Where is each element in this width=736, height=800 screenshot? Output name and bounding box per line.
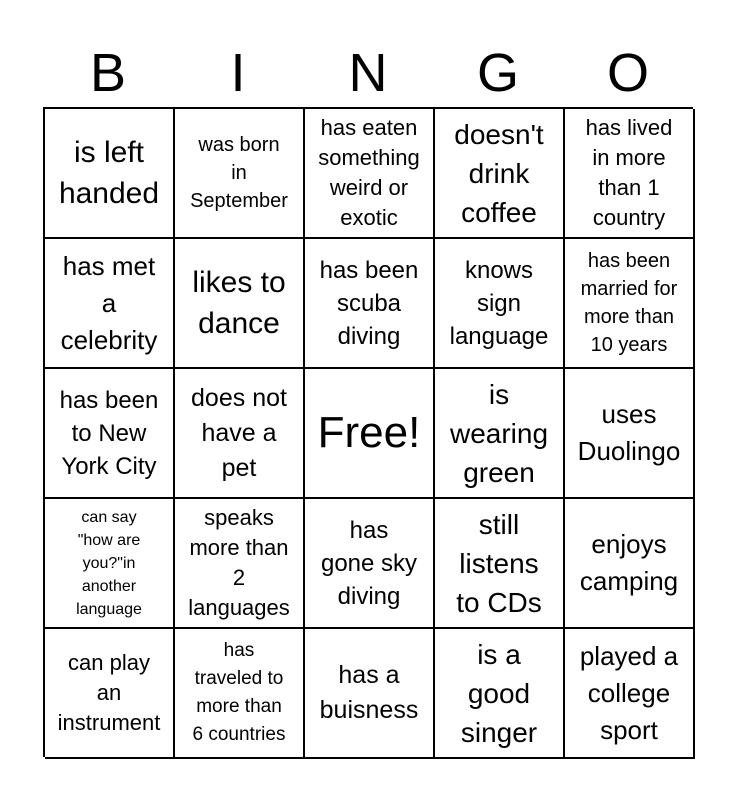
bingo-cell-r1c3[interactable] (305, 109, 435, 239)
bingo-cell-r1c1[interactable] (45, 109, 175, 239)
bingo-cell-text: knows sign language (449, 256, 549, 350)
bingo-cell-r1c2[interactable] (175, 109, 305, 239)
bingo-cell-r2c3[interactable] (305, 239, 435, 369)
bingo-cell-r1c4[interactable] (435, 109, 565, 239)
header-letter-g: G (476, 43, 519, 103)
bingo-cell-text: likes to dance (192, 266, 286, 340)
bingo-cell-text: speaks more than 2 languages (188, 505, 290, 620)
bingo-cell-r3c2[interactable] (175, 369, 305, 499)
bingo-cell-text: has met a celebrity (60, 250, 158, 355)
bingo-cell-r3c1[interactable] (45, 369, 175, 499)
bingo-cell-text: has traveled to more than 6 countries (192, 640, 286, 745)
bingo-cell-text: can play an instrument (57, 650, 161, 735)
bingo-cell-text: can say "how are you?"in another language (76, 508, 142, 618)
bingo-cell-r5c4[interactable] (435, 629, 565, 759)
bingo-cell-r1c5[interactable] (565, 109, 695, 239)
bingo-cell-text: enjoys camping (579, 529, 679, 596)
bingo-cell-text: is a good singer (460, 638, 538, 748)
bingo-cell-r3c4[interactable] (435, 369, 565, 499)
bingo-cell-r5c5[interactable] (565, 629, 695, 759)
bingo-cell-text: doesn't drink coffee (454, 118, 544, 228)
bingo-cell-text: played a college sport (579, 640, 679, 745)
bingo-cell-text: is left handed (58, 136, 160, 210)
bingo-cell-text: does not have a pet (191, 383, 287, 482)
bingo-cell-text: uses Duolingo (577, 399, 681, 466)
bingo-cell-r4c4[interactable] (435, 499, 565, 629)
bingo-cell-text: has eaten something weird or exotic (318, 115, 420, 230)
bingo-cell-r5c1[interactable] (45, 629, 175, 759)
header-letter-o: O (606, 43, 649, 103)
bingo-cell-r5c3[interactable] (305, 629, 435, 759)
header-letter-n: N (348, 43, 388, 103)
bingo-cell-text: has been to New York City (59, 386, 159, 480)
bingo-cell-text: has been married for more than 10 years (580, 250, 678, 356)
bingo-cell-text: has lived in more than 1 country (585, 115, 673, 230)
bingo-header (43, 40, 693, 106)
bingo-cell-r4c2[interactable] (175, 499, 305, 629)
bingo-cell-text: Free! (317, 408, 421, 457)
bingo-cell-r2c4[interactable] (435, 239, 565, 369)
bingo-board (43, 107, 693, 757)
bingo-cell-r2c2[interactable] (175, 239, 305, 369)
bingo-cell-r4c3[interactable] (305, 499, 435, 629)
header-letter-i: I (230, 43, 246, 103)
bingo-cell-r4c1[interactable] (45, 499, 175, 629)
bingo-cell-r5c2[interactable] (175, 629, 305, 759)
bingo-cell-text: has been scuba diving (319, 256, 419, 350)
bingo-cell-r2c5[interactable] (565, 239, 695, 369)
bingo-cell-r3c5[interactable] (565, 369, 695, 499)
free-space[interactable] (305, 369, 435, 499)
bingo-cell-text: still listens to CDs (456, 508, 542, 618)
header-letter-b: B (89, 43, 127, 103)
bingo-cell-r4c5[interactable] (565, 499, 695, 629)
bingo-cell-text: was born in September (190, 134, 288, 212)
bingo-cell-r2c1[interactable] (45, 239, 175, 369)
bingo-cell-text: has gone sky diving (320, 516, 418, 610)
bingo-cell-text: has a buisness (319, 661, 419, 724)
bingo-cell-text: is wearing green (449, 378, 549, 488)
